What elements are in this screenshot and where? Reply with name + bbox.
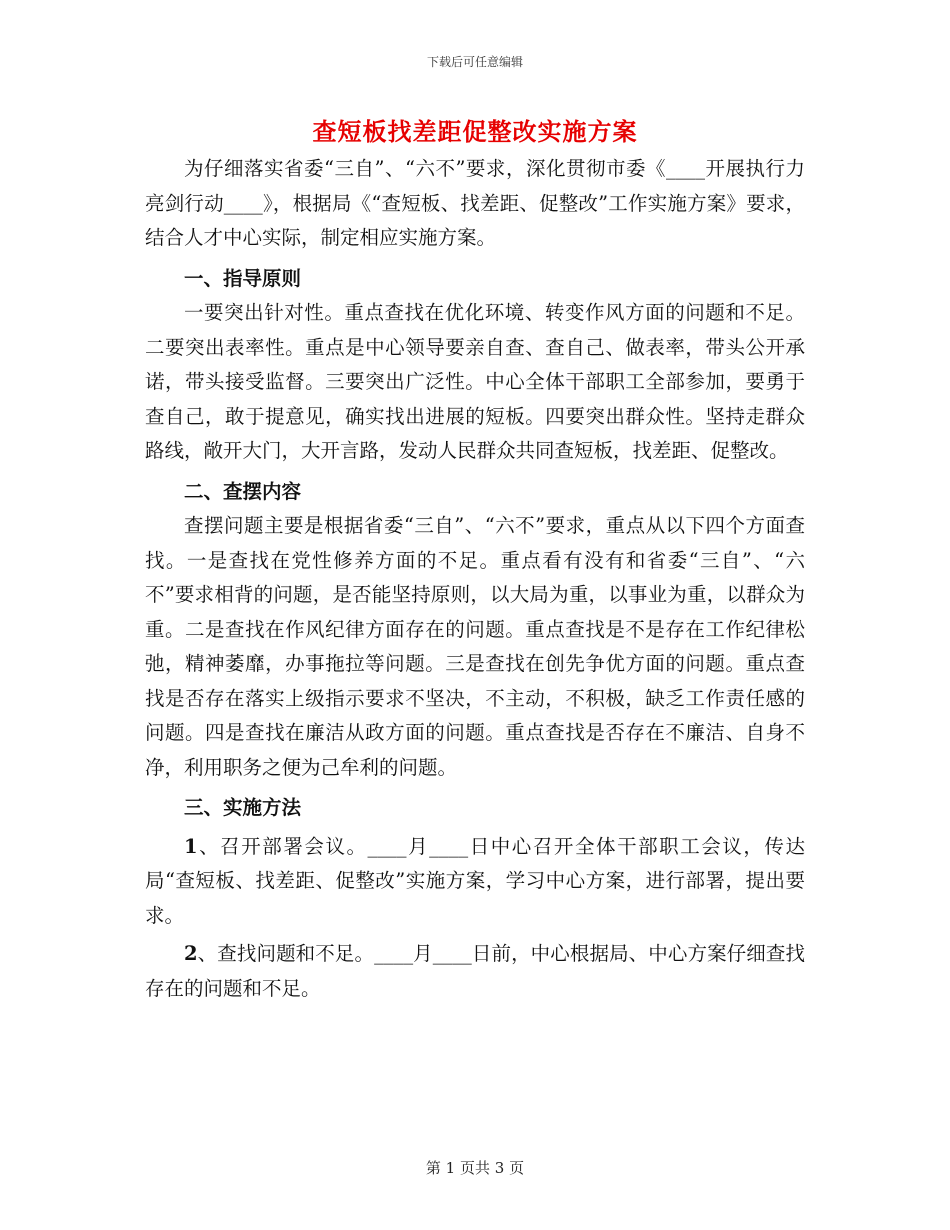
list-item-number: 2 <box>184 942 198 965</box>
document-title: 查短板找差距促整改实施方案 <box>312 117 638 146</box>
section-text-review-content: 查摆问题主要是根据省委“三自”、“六不”要求，重点从以下四个方面查找。一是查找在党性修养方面的不足。重点看有没有和省委“三自”、“六不”要求相背的问题，是否能坚持原则，以大局为重，以事业为重，以群众为重。二是查找在作风纪律方面存在的问题。重点查找是不是存在工作纪律松弛，精神萎靡，办事拖拉等问题。三是查找在创先争优方面的问题。重点查找是否存在落实上级指示要求不坚决，不主动，不积极，缺乏工作责任感的问题。四是查找在廉洁从政方面的问题。重点查找是否存在不廉洁、自身不净，利用职务之便为己牟利的问题。 <box>145 514 805 779</box>
header-note: 下载后可任意编辑 <box>426 55 523 69</box>
intro-paragraph: 为仔细落实省委“三自”、“六不”要求，深化贯彻市委《____开展执行力亮剑行动____》，根据局《“查短板、找差距、促整改”工作实施方案》要求，结合人才中心实际，制定相应实施方案。 <box>145 157 805 249</box>
list-item <box>145 830 805 934</box>
section-heading-review-content: 二、查摆内容 <box>184 479 302 503</box>
list-item-number: 1 <box>184 834 198 858</box>
section-heading-implementation-methods: 三、实施方法 <box>184 796 302 819</box>
document-body <box>145 152 805 1006</box>
page-number-footer: 第 1 页共 3 页 <box>425 1159 525 1177</box>
list-item-text: 、查找问题和不足。____月____日前，中心根据局、中心方案仔细查找存在的问题和不足。 <box>145 942 805 1000</box>
list-item <box>145 937 805 1006</box>
list-item-text: 、召开部署会议。____月____日中心召开全体干部职工会议，传达局“查短板、找差距、促整改”实施方案，学习中心方案，进行部署，提出要求。 <box>145 834 805 927</box>
section-heading-guiding-principles: 一、指导原则 <box>184 266 302 290</box>
section-text-guiding-principles: 一要突出针对性。重点查找在优化环境、转变作风方面的问题和不足。二要突出表率性。重点是中心领导要亲自查、查自己、做表率，带头公开承诺，带头接受监督。三要突出广泛性。中心全体干部职工全部参加，要勇于查自己，敢于提意见，确实找出进展的短板。四要突出群众性。坚持走群众路线，敞开大门，大开言路，发动人民群众共同查短板，找差距、促整改。 <box>145 301 805 462</box>
